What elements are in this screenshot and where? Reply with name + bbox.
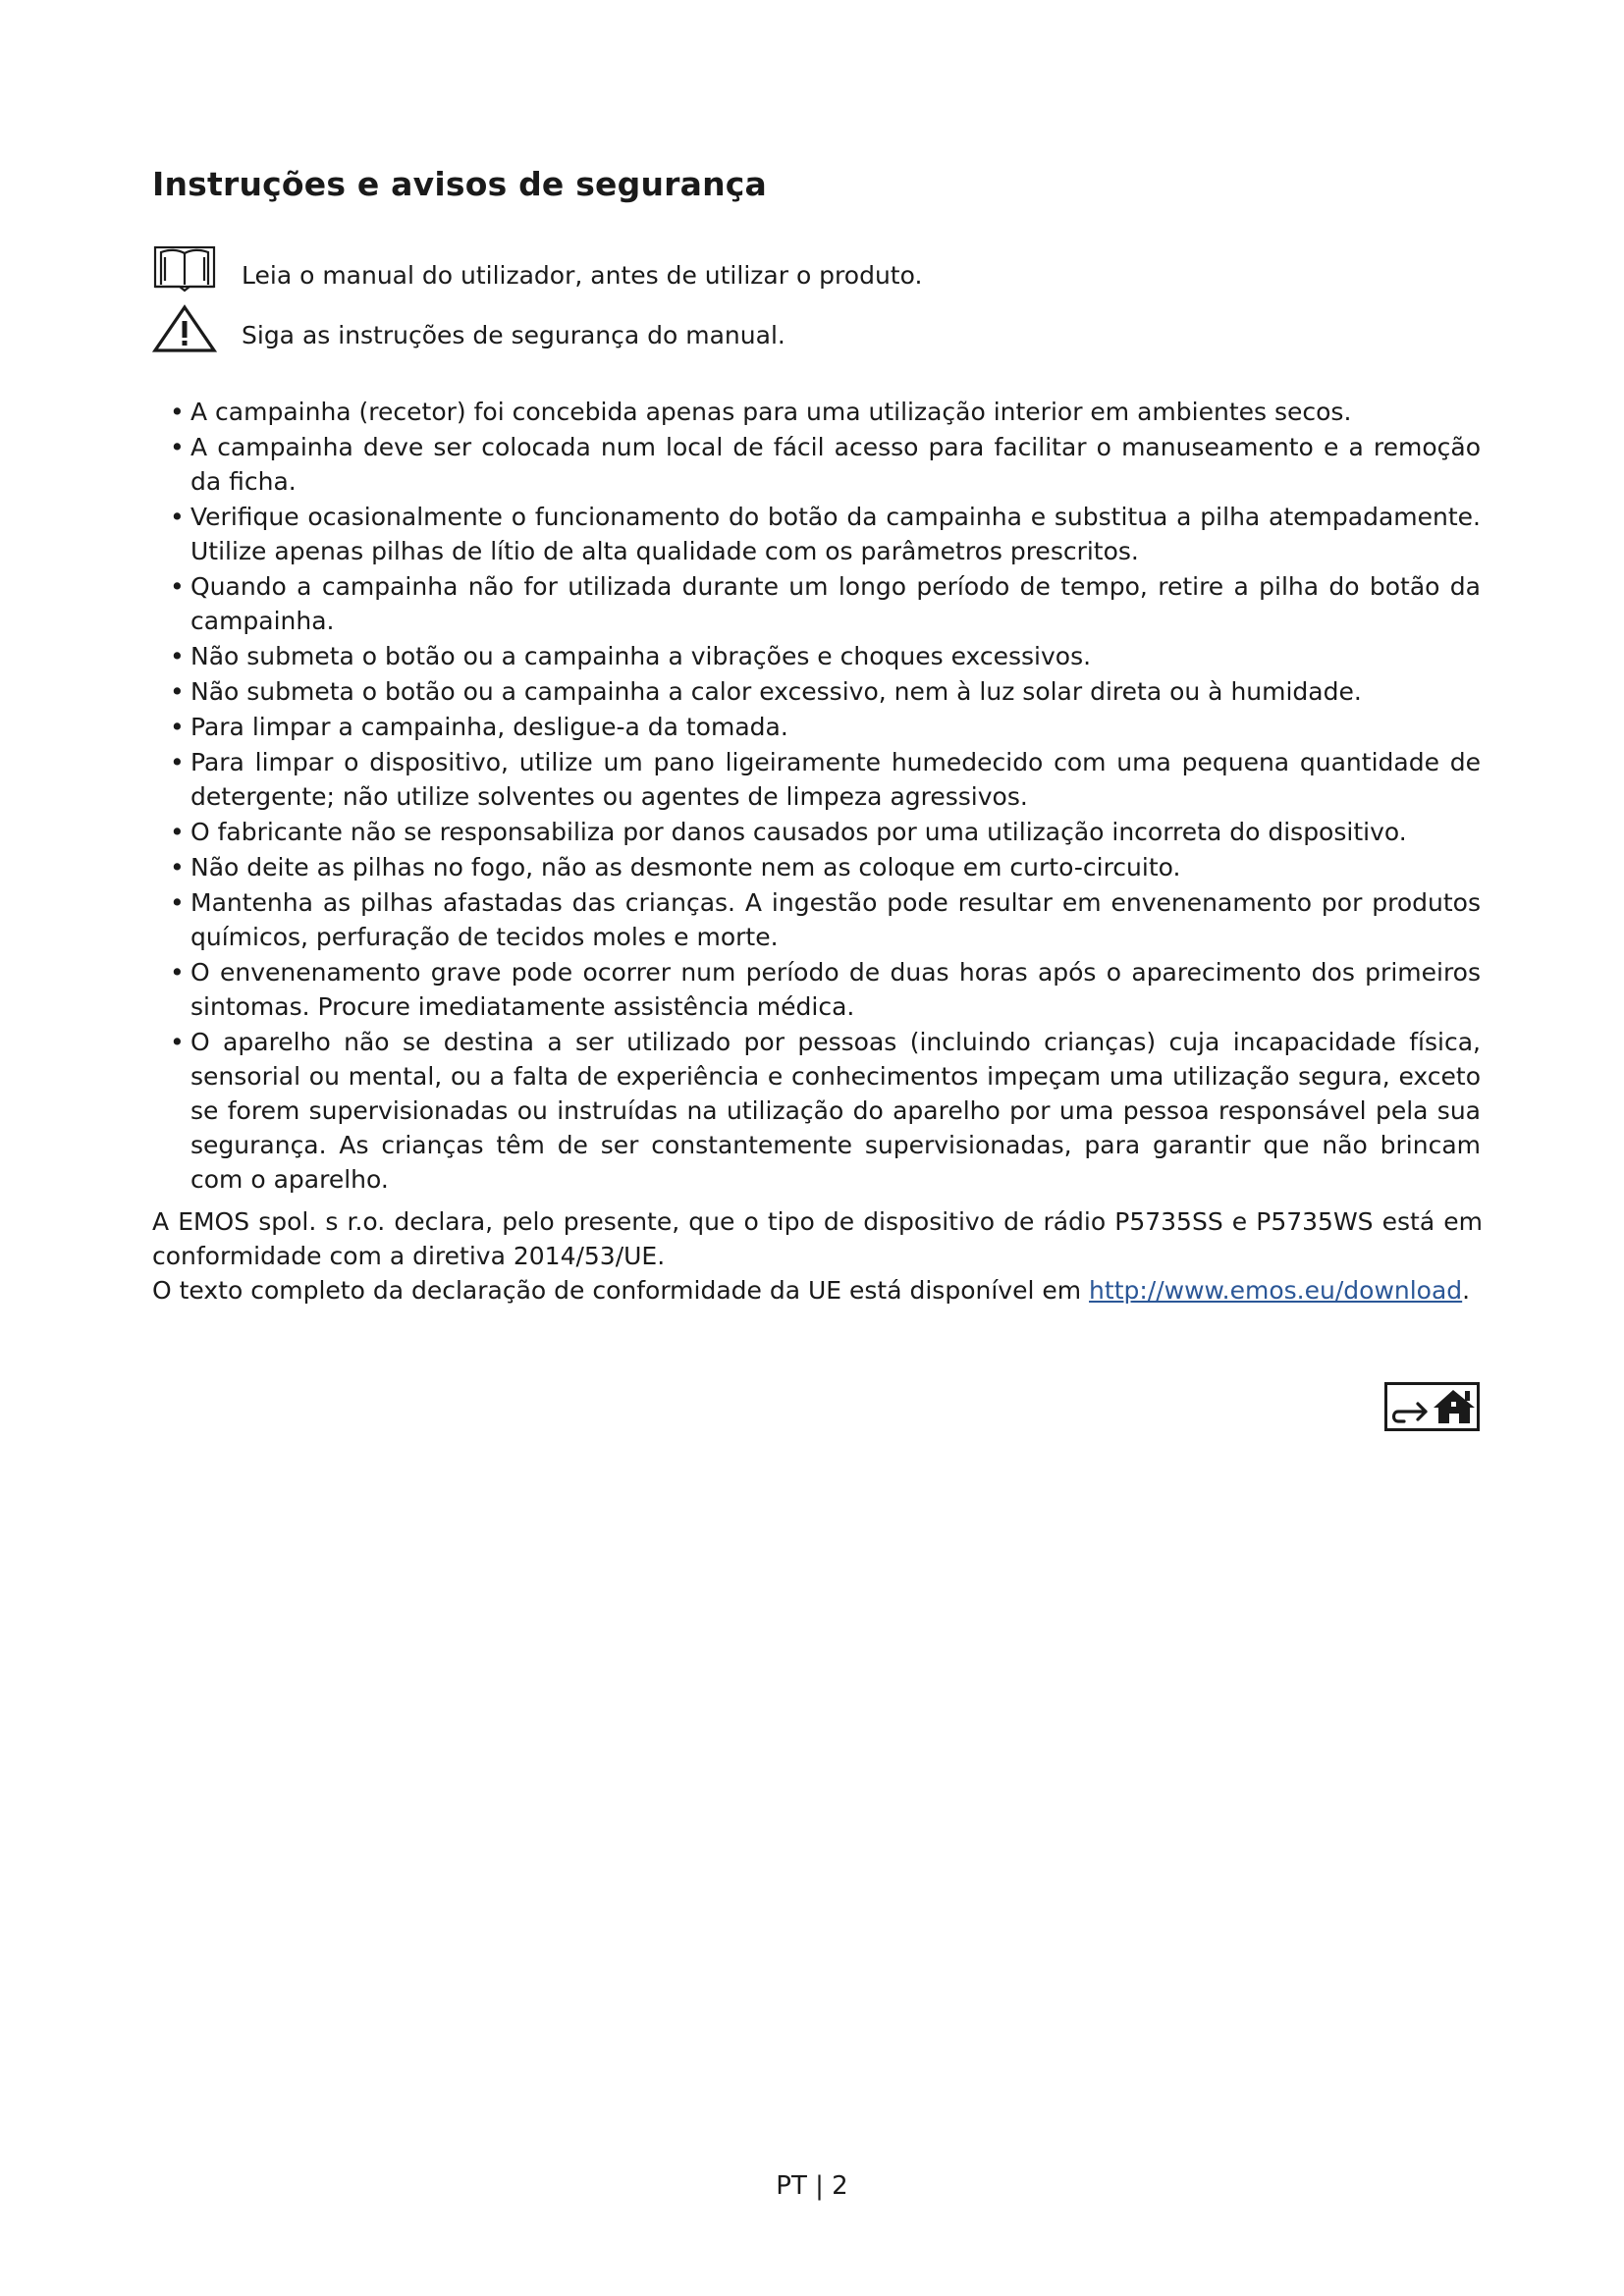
- safety-instructions-list: [170, 395, 1481, 1198]
- download-link[interactable]: http://www.emos.eu/download: [1089, 1276, 1463, 1305]
- list-item: • O fabricante não se responsabiliza por danos causados por uma utilização incorreta do dispositivo.: [170, 815, 1481, 849]
- list-item: • Não submeta o botão ou a campainha a vibrações e choques excessivos.: [170, 639, 1481, 673]
- manual-book-icon: [152, 241, 221, 296]
- conformity-declaration: [152, 1204, 1483, 1308]
- list-item: • Para limpar o dispositivo, utilize um pano ligeiramente humedecido com uma pequena quantidade de detergente; não utilize solventes ou agentes de limpeza agressivos.: [170, 745, 1481, 814]
- manual-notice-row: [152, 241, 922, 296]
- page-title: Instruções e avisos de segurança: [152, 165, 768, 203]
- declaration-availability: [152, 1273, 1483, 1308]
- page-number: PT | 2: [776, 2171, 848, 2201]
- list-item: • Verifique ocasionalmente o funcionamento do botão da campainha e substitua a pilha atempadamente. Utilize apenas pilhas de lítio de alta qualidade com os parâmetros prescritos.: [170, 500, 1481, 568]
- warning-triangle-icon: [152, 301, 221, 356]
- list-item: • A campainha (recetor) foi concebida apenas para uma utilização interior em ambientes secos.: [170, 395, 1481, 429]
- list-item: • Mantenha as pilhas afastadas das crianças. A ingestão pode resultar em envenenamento por produtos químicos, perfuração de tecidos moles e morte.: [170, 885, 1481, 954]
- declaration-availability-text: O texto completo da declaração de conformidade da UE está disponível em: [152, 1276, 1090, 1305]
- list-item: • Para limpar a campainha, desligue-a da tomada.: [170, 710, 1481, 744]
- list-item: • Não deite as pilhas no fogo, não as desmonte nem as coloque em curto-circuito.: [170, 850, 1481, 884]
- list-item: • O envenenamento grave pode ocorrer num período de duas horas após o aparecimento dos primeiros sintomas. Procure imediatamente assistência médica.: [170, 955, 1481, 1024]
- list-item: • Quando a campainha não for utilizada durante um longo período de tempo, retire a pilha do botão da campainha.: [170, 569, 1481, 638]
- list-item: • A campainha deve ser colocada num local de fácil acesso para facilitar o manuseamento e a remoção da ficha.: [170, 430, 1481, 499]
- list-item: • O aparelho não se destina a ser utilizado por pessoas (incluindo crianças) cuja incapacidade física, sensorial ou mental, ou a falta de experiência e conhecimentos impeçam uma utilização segura, exceto se forem supervisionadas ou instruídas na utilização do aparelho por uma pessoa responsável pela sua segurança. As crianças têm de ser constantemente supervisionadas, para garantir que não brincam com o aparelho.: [170, 1025, 1481, 1197]
- list-item: • Não submeta o botão ou a campainha a calor excessivo, nem à luz solar direta ou à humidade.: [170, 674, 1481, 709]
- declaration-statement: A EMOS spol. s r.o. declara, pelo presente, que o tipo de dispositivo de rádio P5735SS e P5735WS está em conformidade com a diretiva 2014/53/UE.: [152, 1207, 1483, 1270]
- warning-notice-row: [152, 301, 785, 356]
- warning-notice-text: Siga as instruções de segurança do manual.: [242, 320, 785, 349]
- declaration-period: .: [1462, 1276, 1471, 1305]
- return-home-icon[interactable]: [1384, 1382, 1480, 1431]
- manual-notice-text: Leia o manual do utilizador, antes de utilizar o produto.: [242, 260, 923, 290]
